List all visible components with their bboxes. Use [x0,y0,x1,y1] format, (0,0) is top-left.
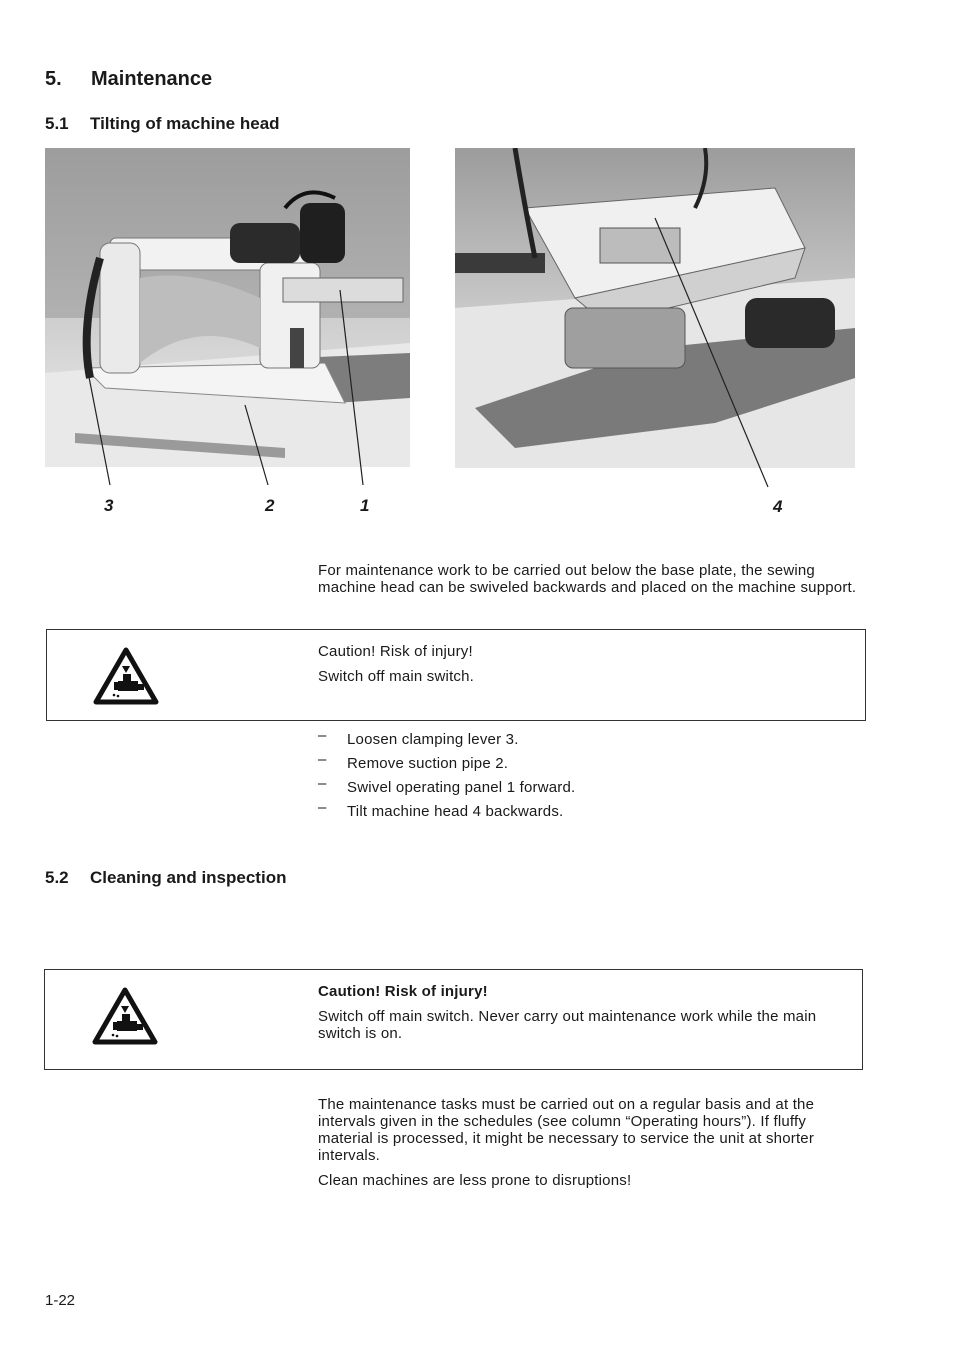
section-title: Maintenance [91,68,213,90]
maintenance-paragraph-2: Clean machines are less prone to disruptions! [318,1172,632,1189]
subsection-heading-5-2 [45,868,286,888]
list-item: – Swivel operating panel 1 forward. [318,775,576,796]
callout-3: 3 [104,496,114,515]
list-item: – Tilt machine head 4 backwards. [318,799,564,820]
list-dash: – [318,727,327,744]
caution-1-line1: Caution! Risk of injury! [318,643,473,660]
list-dash: – [318,799,327,816]
subsection-number: 5.2 [45,868,69,887]
maintenance-notes [318,1096,863,1189]
callout-1: 1 [360,496,370,515]
section-number: 5. [45,68,62,90]
hand-injury-warning-icon [92,646,160,706]
caution-box-1 [46,629,866,721]
callout-4: 4 [773,497,783,516]
caution-1-line2: Switch off main switch. [318,668,475,685]
maintenance-paragraph-1: The maintenance tasks must be carried out on a regular basis and at the intervals given in the schedules (see column “Operating hours”). If fluffy material is processed, it might be necessary to service the unit at shorter intervals. [318,1096,815,1164]
callout-leader-lines [0,0,954,520]
caution-2-body: Switch off main switch. Never carry out maintenance work while the main switch is on. [318,1008,817,1042]
list-item: – Loosen clamping lever 3. [318,727,519,748]
page-number: 1-22 [45,1292,76,1309]
list-dash: – [318,751,327,768]
caution-2-text [318,983,848,1042]
subsection-title: Cleaning and inspection [90,868,287,887]
list-item: – Remove suction pipe 2. [318,751,509,772]
subsection-title: Tilting of machine head [90,114,280,133]
caution-1-text [318,643,848,685]
intro-paragraph: For maintenance work to be carried out below the base plate, the sewing machine head can be swiveled backwards and placed on the machine support. [318,562,857,596]
caution-box-2 [44,969,863,1070]
callout-2: 2 [265,496,275,515]
steps-list [318,727,858,827]
subsection-number: 5.1 [45,114,69,133]
list-dash: – [318,775,327,792]
caution-2-title: Caution! Risk of injury! [318,983,488,1000]
hand-injury-warning-icon [91,986,159,1046]
